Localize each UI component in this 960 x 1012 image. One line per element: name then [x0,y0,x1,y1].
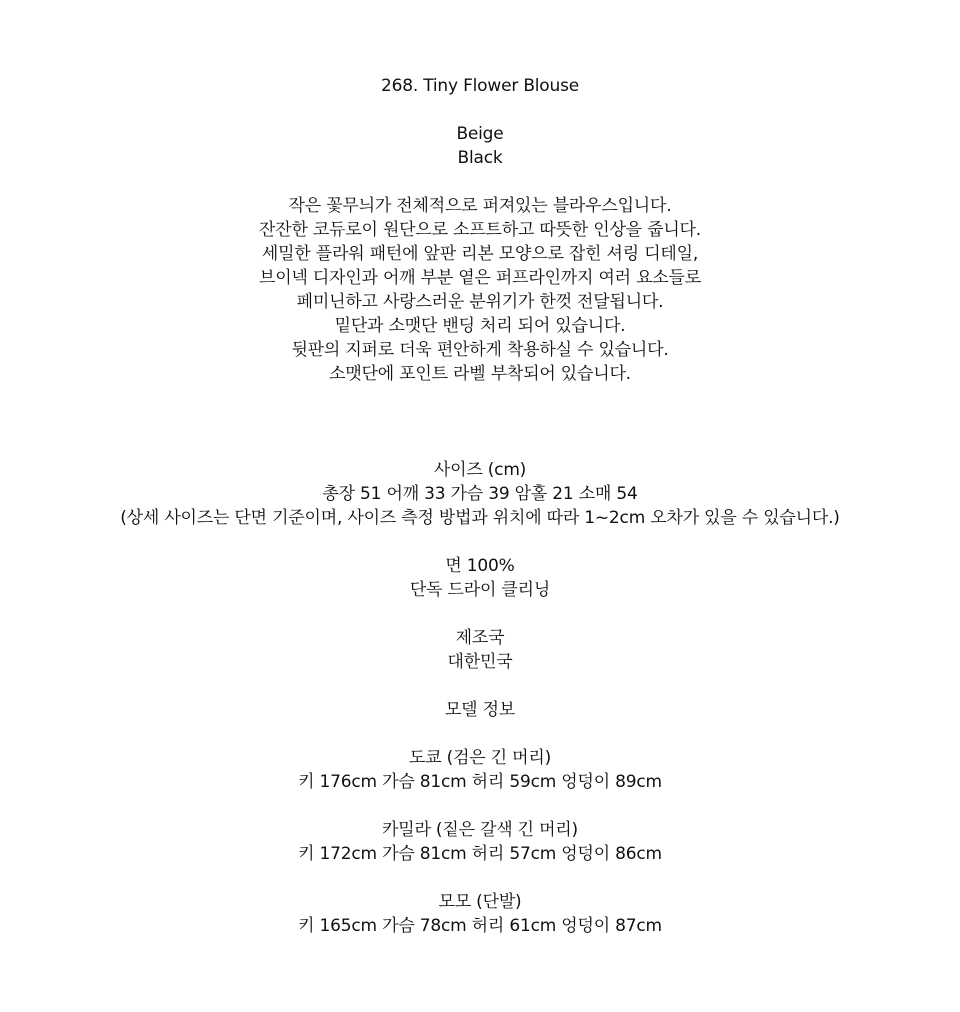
size-note: (상세 사이즈는 단면 기준이며, 사이즈 측정 방법과 위치에 따라 1~2cm 오차가 있을 수 있습니다.) [120,508,840,528]
model-stats: 키 165cm 가슴 78cm 허리 61cm 엉덩이 87cm [298,916,662,936]
description-line: 뒷판의 지퍼로 더욱 편안하게 착용하실 수 있습니다. [291,340,669,360]
size-measurements: 총장 51 어깨 33 가슴 39 암홀 21 소매 54 [322,484,638,504]
description-line: 페미닌하고 사랑스러운 분위기가 한껏 전달됩니다. [296,292,664,312]
color-option-beige: Beige [456,124,504,144]
product-title: 268. Tiny Flower Blouse [380,76,579,96]
description-line: 브이넥 디자인과 어깨 부분 옅은 퍼프라인까지 여러 요소들로 [259,268,701,288]
origin-country: 대한민국 [447,652,513,672]
model-name: 모모 (단발) [438,892,522,912]
description-line: 밑단과 소맷단 밴딩 처리 되어 있습니다. [334,316,626,336]
model-info-heading: 모델 정보 [444,700,516,720]
description-line: 소맷단에 포인트 라벨 부착되어 있습니다. [329,364,631,384]
origin-heading: 제조국 [455,628,505,648]
size-heading: 사이즈 (cm) [433,460,527,480]
color-option-black: Black [457,148,503,168]
description-line: 작은 꽃무늬가 전체적으로 퍼져있는 블라우스입니다. [288,196,672,216]
description-line: 잔잔한 코듀로이 원단으로 소프트하고 따뜻한 인상을 줍니다. [259,220,701,240]
model-name: 카밀라 (짙은 갈색 긴 머리) [382,820,578,840]
model-stats: 키 172cm 가슴 81cm 허리 57cm 엉덩이 86cm [298,844,662,864]
model-stats: 키 176cm 가슴 81cm 허리 59cm 엉덩이 89cm [298,772,662,792]
description-line: 세밀한 플라워 패턴에 앞판 리본 모양으로 잡힌 셔링 디테일, [261,244,699,264]
care-instructions: 단독 드라이 클리닝 [409,580,551,600]
model-name: 도쿄 (검은 긴 머리) [408,748,552,768]
material-composition: 면 100% [445,556,515,576]
